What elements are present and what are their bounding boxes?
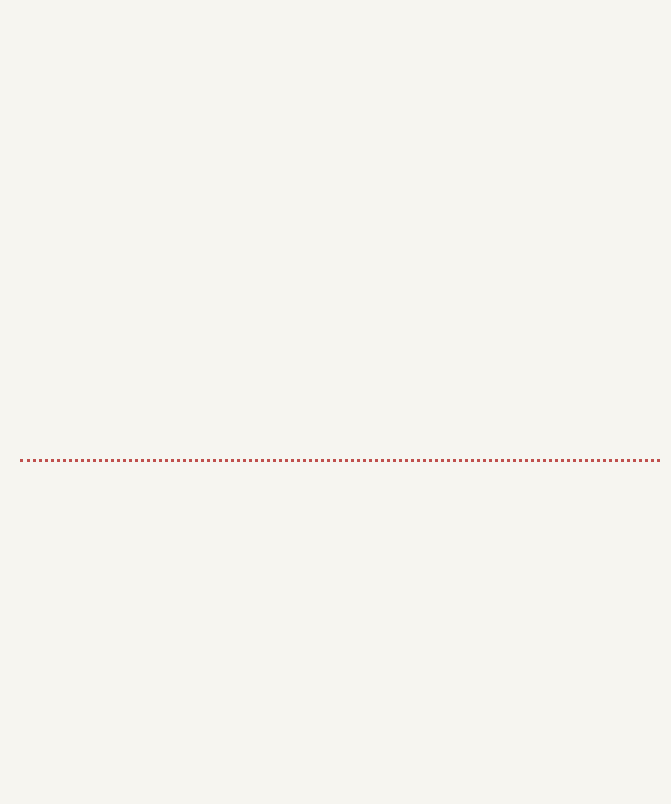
toc-top-section: [0, 20, 671, 440]
toc-bottom-section: [0, 492, 671, 804]
section-divider: [20, 459, 660, 462]
